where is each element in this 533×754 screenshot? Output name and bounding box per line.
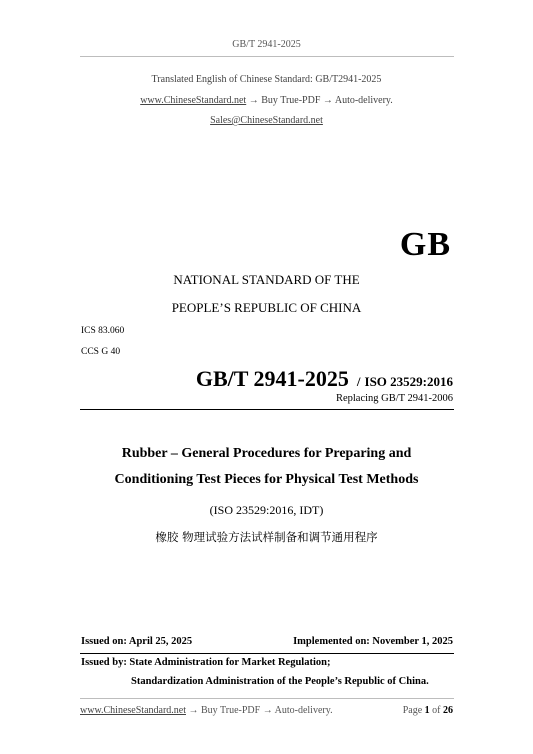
standard-number: GB/T 2941-2025 (195, 366, 349, 391)
purchase-line (0, 95, 533, 106)
replacing-note: Replacing GB/T 2941-2006 (335, 393, 453, 404)
title-line1: Rubber – General Procedures for Preparing and (121, 446, 412, 461)
ccs-code: CCS G 40 (81, 347, 121, 357)
page-total: 26 (443, 705, 453, 716)
sales-email-link[interactable]: Sales@ChineseStandard.net (210, 115, 323, 126)
standard-separator: / (356, 374, 361, 389)
standard-number-line (196, 366, 453, 392)
dates-divider (80, 653, 454, 654)
implemented-on-date: Implemented on: November 1, 2025 (293, 636, 453, 647)
iso-number: ISO 23529:2016 (364, 374, 453, 389)
national-standard-line1: NATIONAL STANDARD OF THE (173, 272, 360, 287)
gb-logo: GB (399, 226, 451, 263)
header-document-code: GB/T 2941-2025 (232, 39, 301, 50)
issued-on-date: Issued on: April 25, 2025 (81, 636, 193, 647)
site-link[interactable]: www.ChineseStandard.net (140, 95, 247, 106)
footer-site-link[interactable]: www.ChineseStandard.net (80, 705, 186, 716)
page-current: 1 (424, 705, 430, 716)
title-line2: Conditioning Test Pieces for Physical Test Methods (114, 472, 419, 487)
footer-purchase-line (80, 705, 333, 716)
footer-purchase-text: → Buy True-PDF → Auto-delivery. (186, 705, 333, 716)
page-indicator (403, 705, 453, 716)
iso-equivalence: (ISO 23529:2016, IDT) (209, 503, 324, 517)
chinese-title: 橡胶 物理试验方法试样制备和调节通用程序 (155, 530, 378, 544)
national-standard-line2: PEOPLE’S REPUBLIC OF CHINA (171, 300, 362, 315)
issuer-line2: Standardization Administration of the People’s Republic of China. (131, 676, 429, 687)
translation-notice: Translated English of Chinese Standard: GB/T2941-2025 (151, 74, 382, 85)
issuer-line1: Issued by: State Administration for Market Regulation; (81, 657, 331, 668)
page-of: of (429, 705, 443, 716)
title-divider (80, 409, 454, 410)
header-divider (80, 56, 454, 57)
purchase-text: → Buy True-PDF → Auto-delivery. (246, 95, 393, 106)
ics-code: ICS 83.060 (81, 326, 125, 336)
sales-line (0, 115, 533, 126)
footer-divider (80, 698, 454, 699)
page-label: Page (402, 705, 425, 716)
